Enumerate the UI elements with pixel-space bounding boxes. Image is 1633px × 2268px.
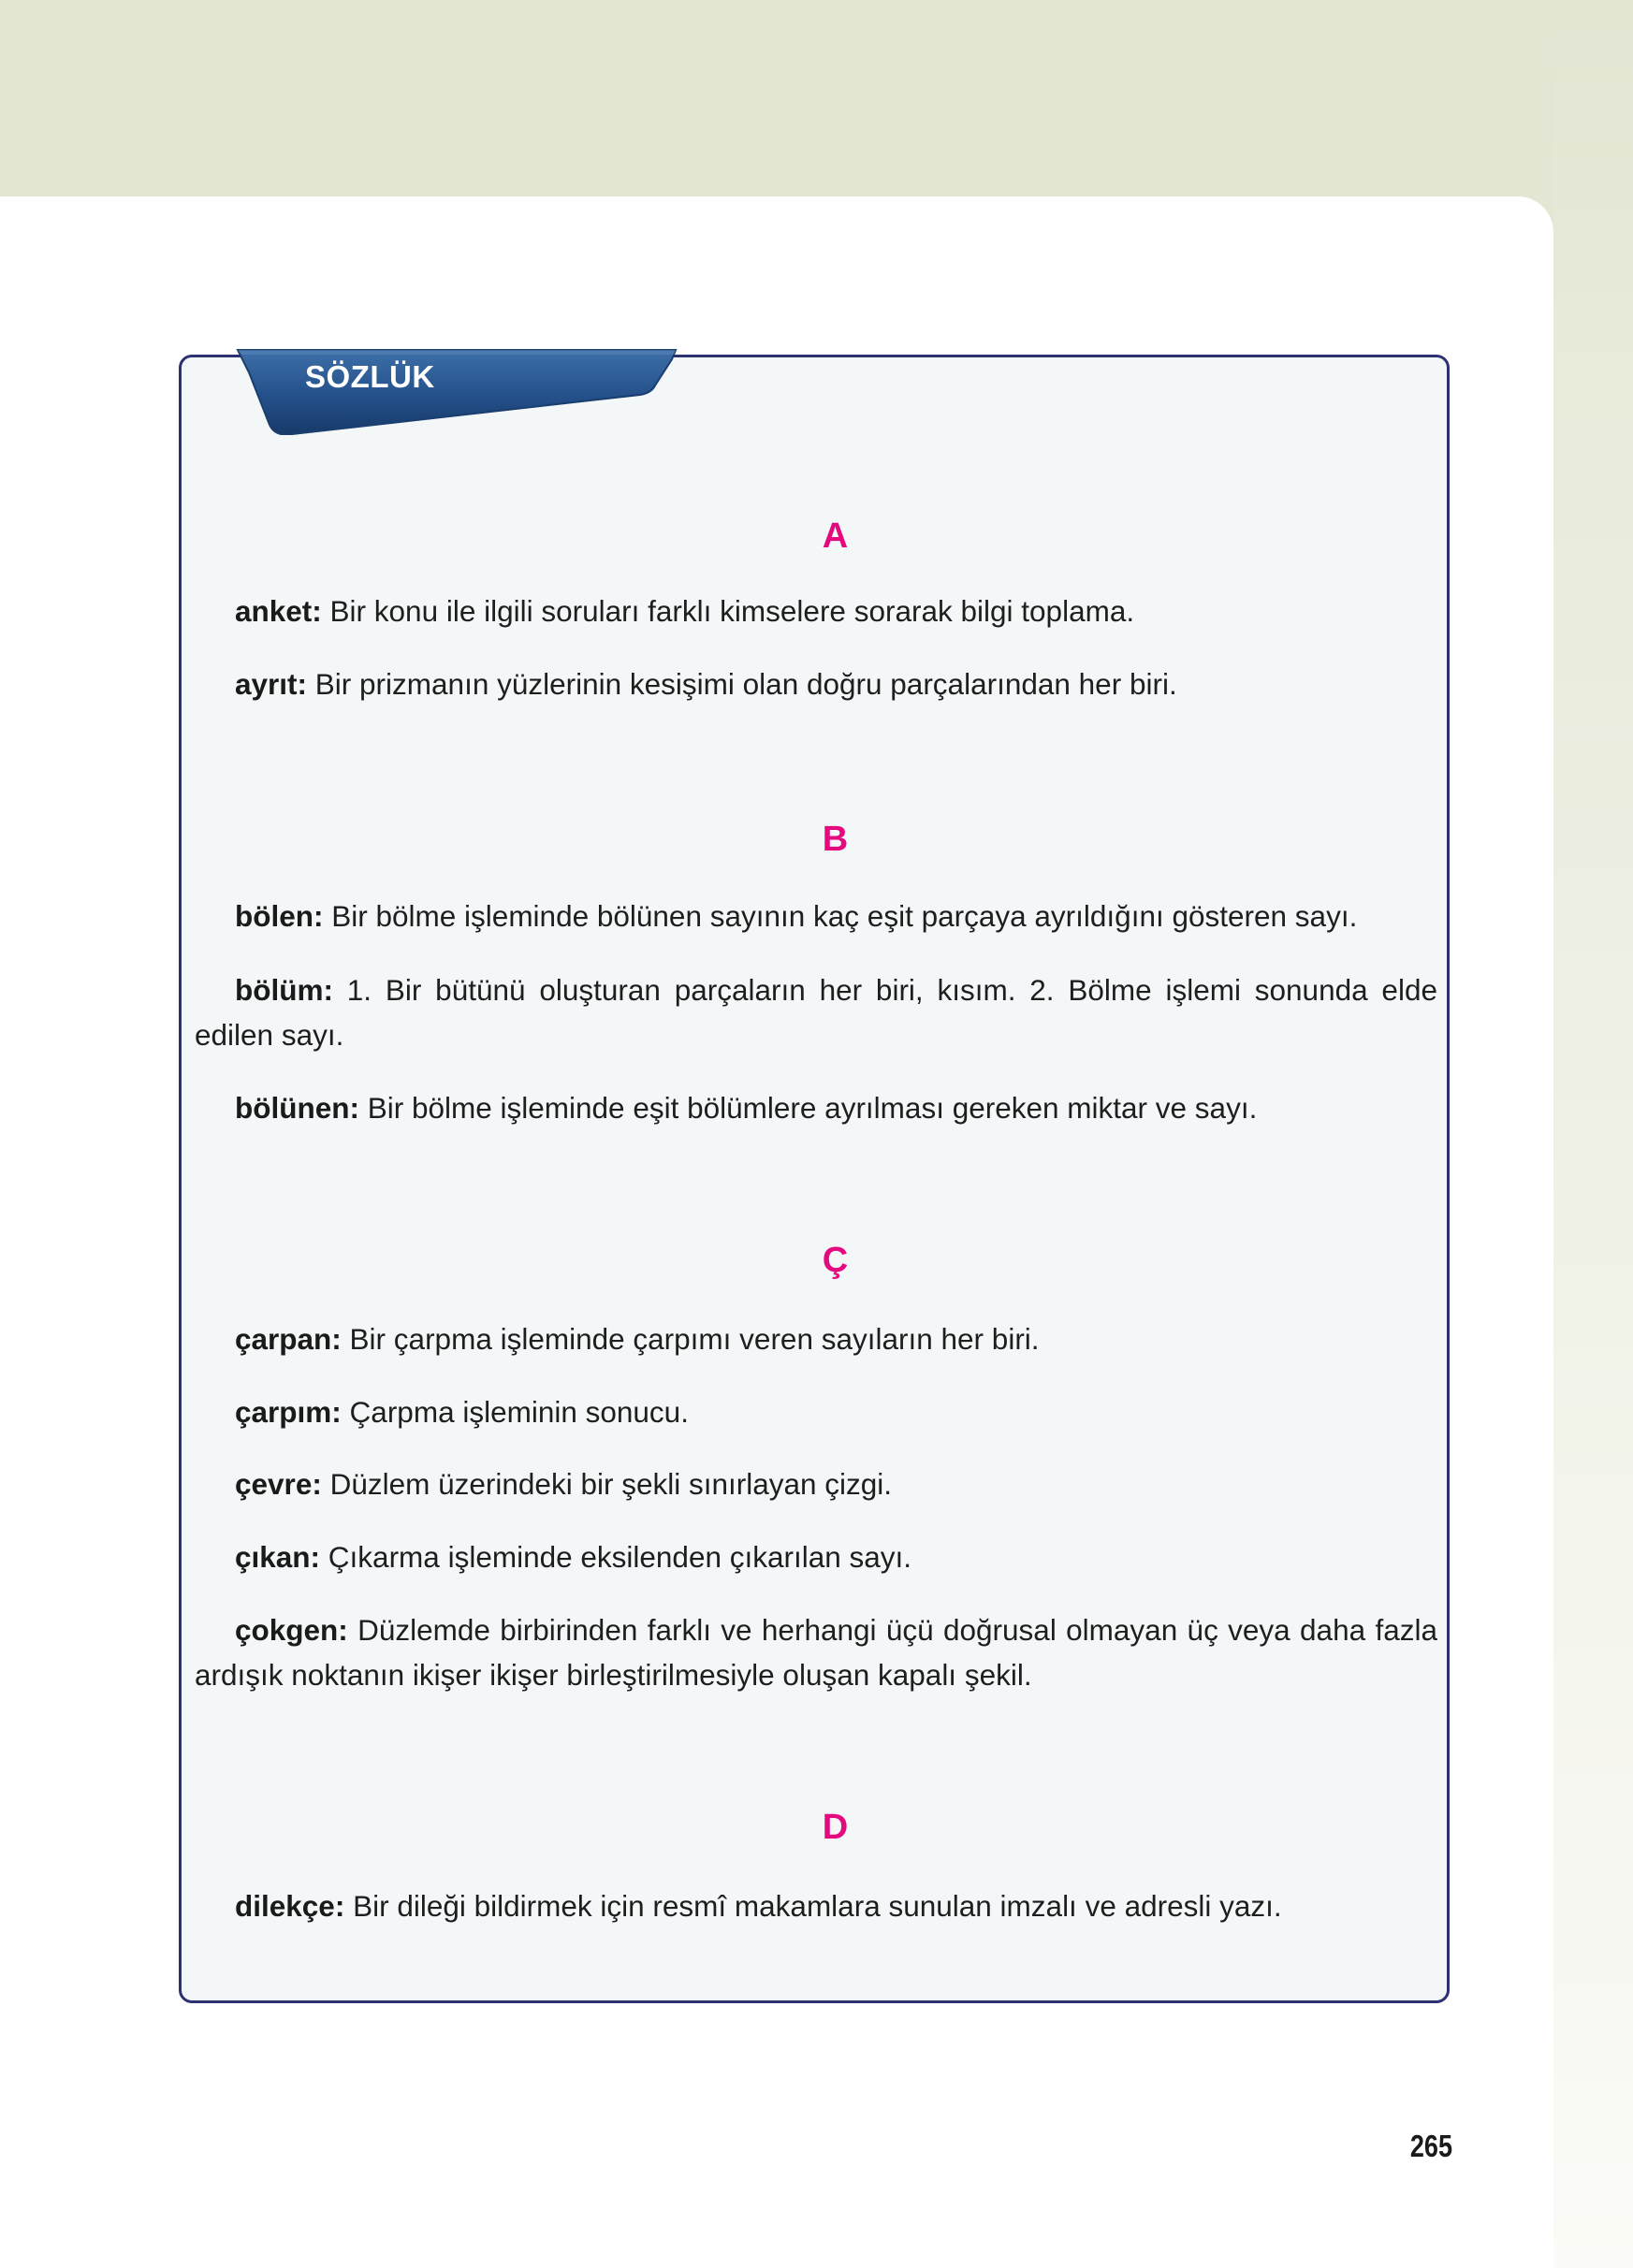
entry-term: çokgen: [235,1613,348,1647]
page-number: 265 [1409,2129,1452,2163]
entry-term: bölen: [235,899,324,933]
entry-term: çarpan: [235,1322,342,1356]
glossary-entry [195,1085,1437,1130]
entry-term: bölünen: [235,1091,359,1125]
page-edge-strip [1553,0,1633,2268]
entry-definition: Çıkarma işleminde eksilenden çıkarılan sayı. [320,1540,912,1574]
glossary-ribbon [236,346,680,435]
entry-definition: Düzlemde birbirinden farklı ve herhangi üçü doğrusal olmayan üç veya daha fazla ardışık noktanın ikişer ikişer birleştirilmesiyle oluşan kapalı şekil. [195,1613,1437,1692]
glossary-entry [195,967,1437,1057]
section-letter-b: B [822,820,849,859]
glossary-entry [195,1607,1437,1697]
glossary-entry [195,589,1437,633]
entry-term: çevre: [235,1467,322,1501]
entry-definition: Bir çarpma işleminde çarpımı veren sayıların her biri. [341,1322,1040,1356]
section-letter-a: A [822,516,849,556]
entry-term: çıkan: [235,1540,321,1574]
entry-definition: Bir prizmanın yüzlerinin kesişimi olan doğru parçalarından her biri. [307,667,1177,701]
glossary-entry [195,1461,1437,1506]
entry-definition: Düzlem üzerindeki bir şekli sınırlayan çizgi. [321,1467,893,1501]
entry-definition: 1. Bir bütünü oluşturan parçaların her biri, kısım. 2. Bölme işlemi sonunda elde edilen sayı. [195,973,1437,1052]
glossary-entry [195,1389,1437,1434]
entry-definition: Çarpma işleminin sonucu. [341,1395,689,1429]
entry-definition: Bir bölme işleminde bölünen sayının kaç eşit parçaya ayrıldığını gösteren sayı. [323,899,1358,933]
glossary-entry [195,1316,1437,1361]
entry-definition: Bir konu ile ilgili soruları farklı kimselere sorarak bilgi toplama. [321,594,1135,628]
entry-term: ayrıt: [235,667,308,701]
entry-term: anket: [235,594,322,628]
entry-definition: Bir dileği bildirmek için resmî makamlara sunulan imzalı ve adresli yazı. [344,1889,1282,1923]
glossary-title: SÖZLÜK [305,359,435,394]
entry-definition: Bir bölme işleminde eşit bölümlere ayrılması gereken miktar ve sayı. [358,1091,1258,1125]
entry-term: bölüm: [235,973,333,1007]
glossary-entry [195,662,1437,706]
glossary-entry [195,894,1437,938]
glossary-entry [195,1534,1437,1579]
entry-term: dilekçe: [235,1889,345,1923]
section-letter-d: D [822,1808,849,1847]
entry-term: çarpım: [235,1395,342,1429]
section-letter-c-cedilla: Ç [822,1241,849,1280]
glossary-entry [195,1883,1437,1928]
